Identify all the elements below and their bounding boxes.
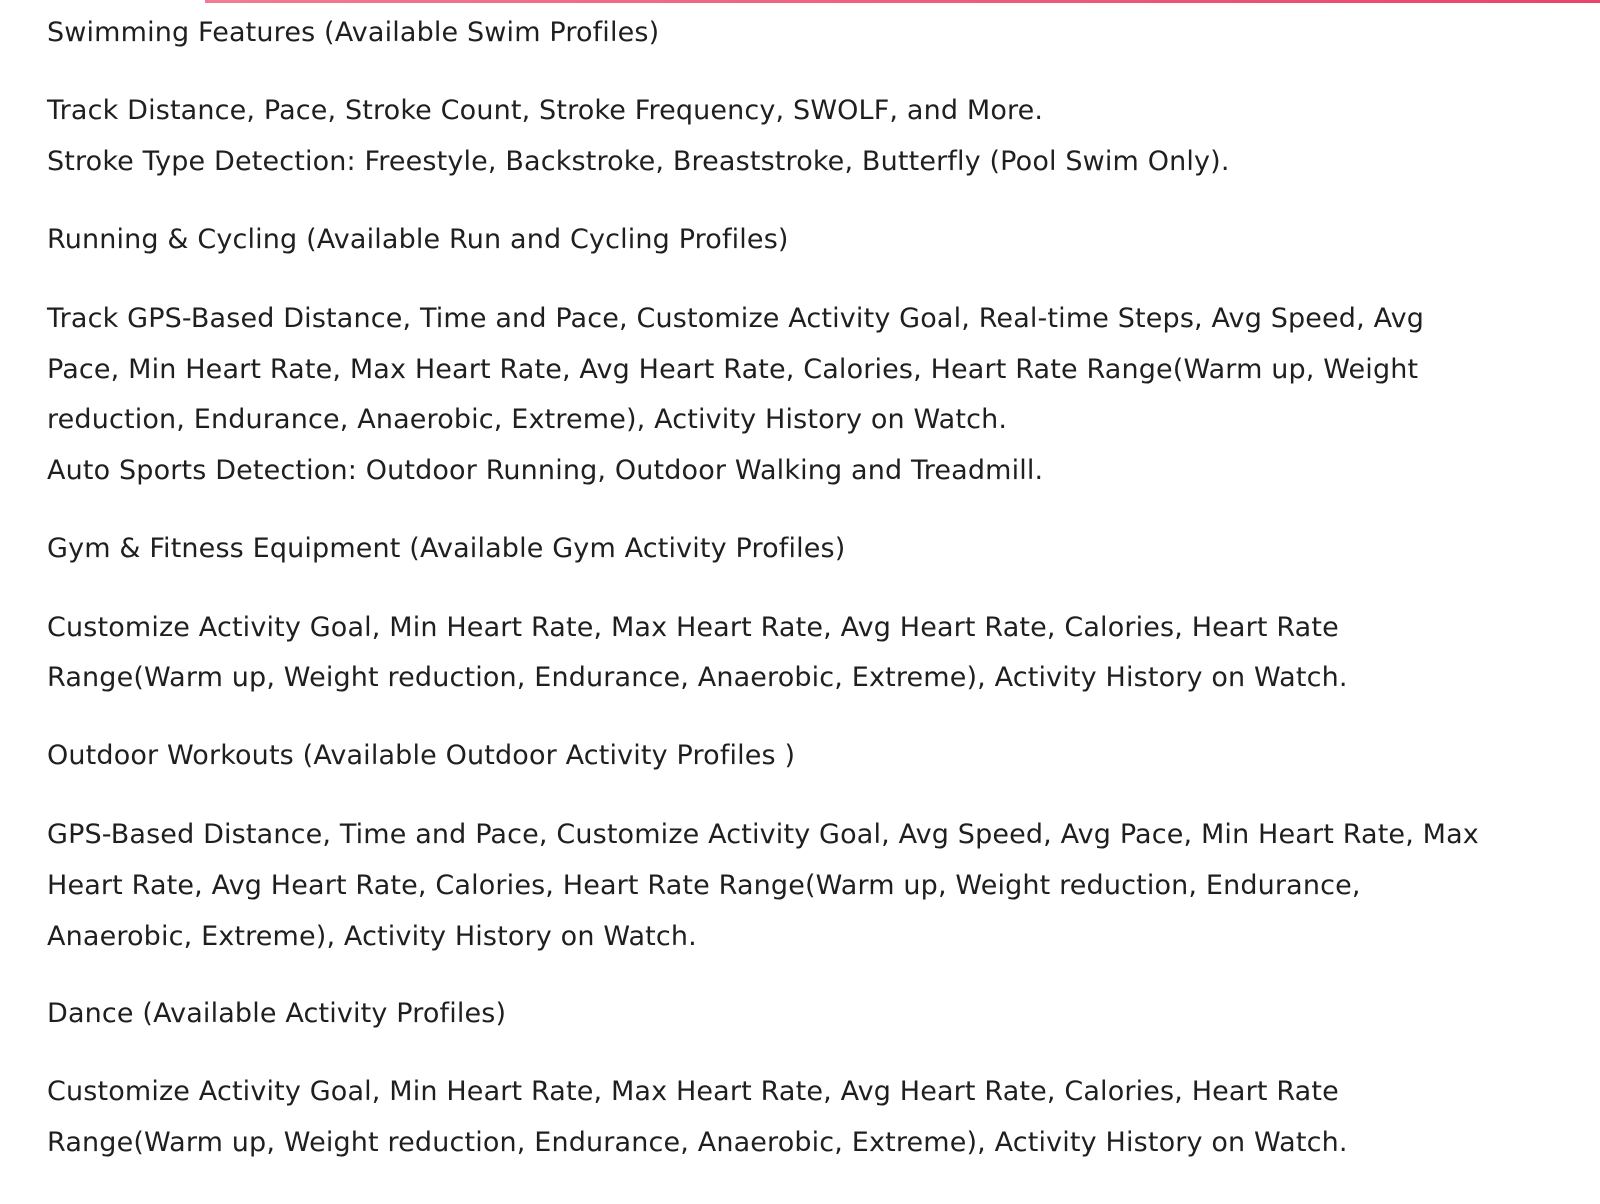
section-text-line: Customize Activity Goal, Min Heart Rate, Max Heart Rate, Avg Heart Rate, Calories, Heart Rate: [47, 1076, 1339, 1107]
section-text-line: Auto Sports Detection: Outdoor Running, Outdoor Walking and Treadmill.: [47, 455, 1044, 486]
section-heading-outdoor-workouts: Outdoor Workouts (Available Outdoor Activity Profiles ): [47, 740, 796, 771]
section-heading-swimming: Swimming Features (Available Swim Profiles): [47, 17, 660, 48]
section-text-line: Pace, Min Heart Rate, Max Heart Rate, Avg Heart Rate, Calories, Heart Rate Range(Warm up, Weight: [47, 354, 1419, 385]
section-text-line: GPS-Based Distance, Time and Pace, Customize Activity Goal, Avg Speed, Avg Pace, Min Heart Rate, Max: [47, 819, 1479, 850]
section-text-line: Customize Activity Goal, Min Heart Rate, Max Heart Rate, Avg Heart Rate, Calories, Heart Rate: [47, 612, 1339, 643]
section-text-line: Heart Rate, Avg Heart Rate, Calories, Heart Rate Range(Warm up, Weight reduction, Endurance,: [47, 870, 1361, 901]
section-heading-dance: Dance (Available Activity Profiles): [47, 998, 507, 1029]
section-text-line: Track Distance, Pace, Stroke Count, Stroke Frequency, SWOLF, and More.: [47, 95, 1044, 126]
section-text-line: Range(Warm up, Weight reduction, Endurance, Anaerobic, Extreme), Activity History on Watch.: [47, 1127, 1348, 1158]
page-loading-bar: [205, 0, 1600, 3]
section-text-line: Track GPS-Based Distance, Time and Pace, Customize Activity Goal, Real-time Steps, Avg Speed, Avg: [47, 303, 1425, 334]
section-text-line: Anaerobic, Extreme), Activity History on Watch.: [47, 921, 697, 952]
section-heading-gym-fitness: Gym & Fitness Equipment (Available Gym Activity Profiles): [47, 533, 846, 564]
section-text-line: reduction, Endurance, Anaerobic, Extreme), Activity History on Watch.: [47, 404, 1008, 435]
section-text-line: Range(Warm up, Weight reduction, Endurance, Anaerobic, Extreme), Activity History on Watch.: [47, 662, 1348, 693]
section-heading-running-cycling: Running & Cycling (Available Run and Cycling Profiles): [47, 224, 789, 255]
section-text-line: Stroke Type Detection: Freestyle, Backstroke, Breaststroke, Butterfly (Pool Swim Only).: [47, 146, 1230, 177]
